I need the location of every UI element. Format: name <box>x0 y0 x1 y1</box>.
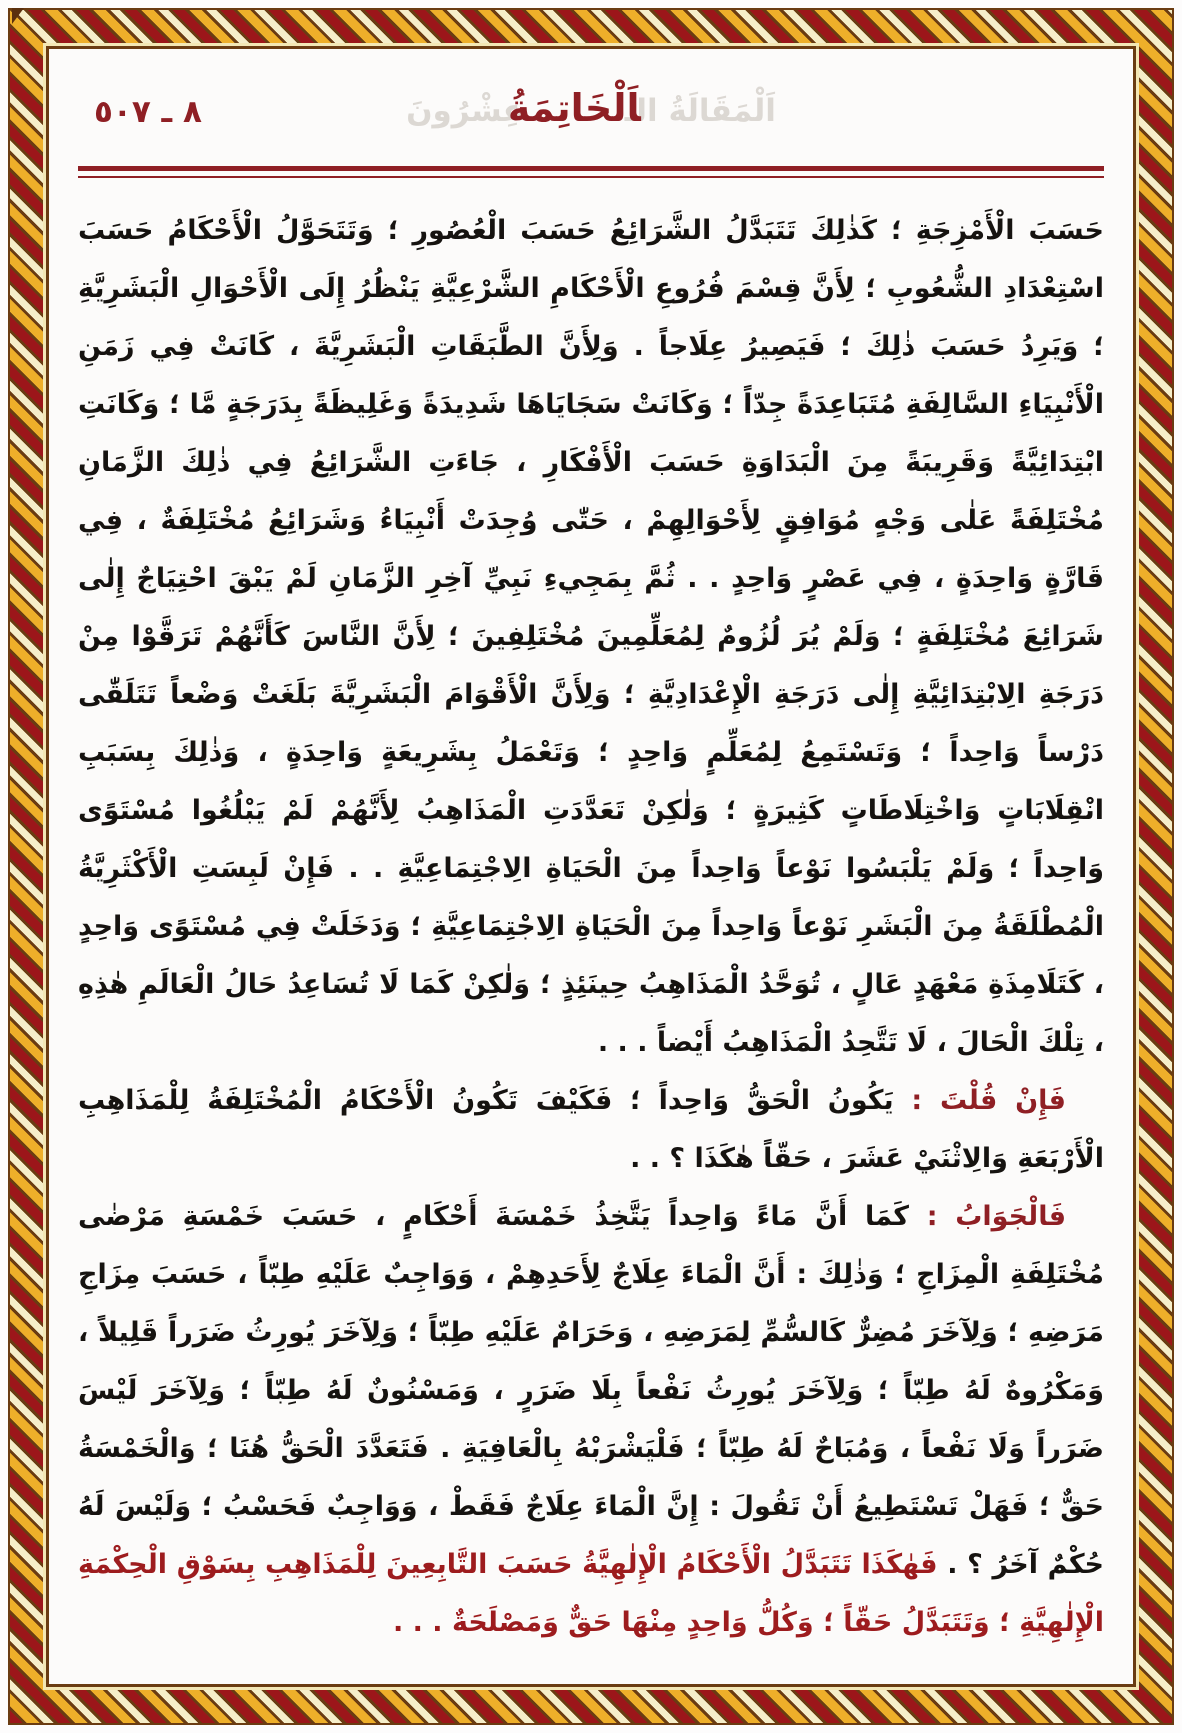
page-number: ٨ ـ ٥٠٧ <box>94 94 202 130</box>
paragraph-answer <box>78 1188 1104 1652</box>
page-content <box>50 50 1132 1683</box>
answer-red-conclusion: فَهٰكَذَا تَتَبَدَّلُ الْأَحْكَامُ الْإِلٰهِيَّةُ حَسَبَ التَّابِعِينَ لِلْمَذَاهِبِ بِسَوْقِ الْحِكْمَةِ الْإِلٰهِيَّةِ ؛ وَتَتَبَدَّلُ حَقّاً ؛ وَكُلُّ وَاحِدٍ مِنْهَا حَقٌّ وَمَصْلَحَةٌ . . . <box>78 1549 1104 1638</box>
paragraph-continuation <box>78 202 1104 1072</box>
paragraph-text: حَسَبَ الْأَمْزِجَةِ ؛ كَذٰلِكَ تَتَبَدَّلُ الشَّرَائِعُ حَسَبَ الْعُصُورِ ؛ وَتَتَحَوَّلُ الْأَحْكَامُ حَسَبَ اسْتِعْدَادِ الشُّعُوبِ ؛ لِأَنَّ قِسْمَ فُرُوعِ الْأَحْكَامِ الشَّرْعِيَّةِ يَنْظُرُ إِلَى الْأَحْوَالِ الْبَشَرِيَّةِ ؛ وَيَرِدُ حَسَبَ ذٰلِكَ ؛ فَيَصِيرُ عِلَاجاً . وَلِأَنَّ الطَّبَقَاتِ الْبَشَرِيَّةَ ، كَانَتْ فِي زَمَنِ الْأَنْبِيَاءِ السَّالِفَةِ مُتَبَاعِدَةً جِدّاً ؛ وَكَانَتْ سَجَايَاهَا شَدِيدَةً وَغَلِيظَةً بِدَرَجَةٍ مَّا ؛ وَكَانَتِ ابْتِدَائِيَّةً وَقَرِيبَةً مِنَ الْبَدَاوَةِ حَسَبَ الْأَفْكَارِ ، جَاءَتِ الشَّرَائِعُ فِي ذٰلِكَ الزَّمَانِ مُخْتَلِفَةً عَلٰى وَجْهٍ مُوَافِقٍ لِأَحْوَالِهِمْ ، حَتّٰى وُجِدَتْ أَنْبِيَاءُ وَشَرَائِعُ مُخْتَلِفَةٌ ، فِي قَارَّةٍ وَاحِدَةٍ ، فِي عَصْرٍ وَاحِدٍ . . ثُمَّ بِمَجِيءِ نَبِيِّ آخِرِ الزَّمَانِ لَمْ يَبْقَ احْتِيَاجٌ إِلٰى شَرَائِعَ مُخْتَلِفَةٍ ؛ وَلَمْ يُرَ لُزُومٌ لِمُعَلِّمِينَ مُخْتَلِفِينَ ؛ لِأَنَّ النَّاسَ كَأَنَّهُمْ تَرَقَّوْا مِنْ دَرَجَةِ الِابْتِدَائِيَّةِ إِلٰى دَرَجَةِ الْإِعْدَادِيَّةِ ؛ وَلِأَنَّ الْأَقْوَامَ الْبَشَرِيَّةَ بَلَغَتْ وَضْعاً تَتَلَقّٰى دَرْساً وَاحِداً ؛ وَتَسْتَمِعُ لِمُعَلِّمٍ وَاحِدٍ ؛ وَتَعْمَلُ بِشَرِيعَةٍ وَاحِدَةٍ ، وَذٰلِكَ بِسَبَبِ انْقِلَابَاتٍ وَاخْتِلَاطَاتٍ كَثِيرَةٍ ؛ وَلٰكِنْ تَعَدَّدَتِ الْمَذَاهِبُ لِأَنَّهُمْ لَمْ يَبْلُغُوا مُسْتَوًى وَاحِداً ؛ وَلَمْ يَلْبَسُوا نَوْعاً وَاحِداً مِنَ الْحَيَاةِ الِاجْتِمَاعِيَّةِ . . فَإِنْ لَبِسَتِ الْأَكْثَرِيَّةُ الْمُطْلَقَةُ مِنَ الْبَشَرِ نَوْعاً وَاحِداً مِنَ الْحَيَاةِ الِاجْتِمَاعِيَّةِ ؛ وَدَخَلَتْ فِي مُسْتَوًى وَاحِدٍ ، كَتَلَامِذَةِ مَعْهَدٍ عَالٍ ، تُوَحَّدُ الْمَذَاهِبُ حِينَئِذٍ ؛ وَلٰكِنْ كَمَا لَا تُسَاعِدُ حَالُ الْعَالَمِ هٰذِهِ ، تِلْكَ الْحَالَ ، لَا تَتَّحِدُ الْمَذَاهِبُ أَيْضاً . . . <box>78 215 1104 1058</box>
question-lead-word: فَإِنْ قُلْتَ : <box>893 1085 1066 1116</box>
answer-text: كَمَا أَنَّ مَاءً وَاحِداً يَتَّخِذُ خَمْسَةَ أَحْكَامٍ ، حَسَبَ خَمْسَةِ مَرْضٰى مُخْتَلِفَةِ الْمِزَاجِ ؛ وَذٰلِكَ : أَنَّ الْمَاءَ عِلَاجٌ لِأَحَدِهِمْ ، وَوَاجِبٌ عَلَيْهِ طِبّاً ، حَسَبَ مِزَاجِ مَرَضِهِ ؛ وَلِآخَرَ مُضِرٌّ كَالسُّمِّ لِمَرَضِهِ ، وَحَرَامٌ عَلَيْهِ طِبّاً ؛ وَلِآخَرَ يُورِثُ ضَرَراً قَلِيلاً ، وَمَكْرُوهٌ لَهُ طِبّاً ؛ وَلِآخَرَ يُورِثُ نَفْعاً بِلَا ضَرَرٍ ، وَمَسْنُونٌ لَهُ طِبّاً ؛ وَلِآخَرَ لَيْسَ ضَرَراً وَلَا نَفْعاً ، وَمُبَاحٌ لَهُ طِبّاً ؛ فَلْيَشْرَبْهُ بِالْعَافِيَةِ . فَتَعَدَّدَ الْحَقُّ هُنَا ؛ وَالْخَمْسَةُ حَقٌّ ؛ فَهَلْ تَسْتَطِيعُ أَنْ تَقُولَ : إِنَّ الْمَاءَ عِلَاجٌ فَقَطْ ، وَوَاجِبٌ فَحَسْبُ ؛ وَلَيْسَ لَهُ حُكْمٌ آخَرُ ؟ . <box>78 1201 1104 1580</box>
page-title: اَلْخَاتِمَةُ <box>507 86 641 130</box>
paragraph-question <box>78 1072 1104 1188</box>
page-header <box>78 70 1104 158</box>
question-text: يَكُونُ الْحَقُّ وَاحِداً ؛ فَكَيْفَ تَكُونُ الْأَحْكَامُ الْمُخْتَلِفَةُ لِلْمَذَاهِبِ الْأَرْبَعَةِ وَالِاثْنَيْ عَشَرَ ، حَقّاً هٰكَذَا ؟ . . <box>78 1085 1104 1174</box>
body-text <box>78 202 1104 1652</box>
ghost-title-right: اَلْمَقَالَةُ الـ <box>624 93 776 129</box>
ghost-title-left: عِشْرُونَ <box>406 93 524 129</box>
title-block <box>78 70 1104 130</box>
answer-lead-word: فَالْجَوَابُ : <box>908 1201 1067 1232</box>
header-double-rule <box>78 166 1104 178</box>
corner-finial <box>12 8 24 24</box>
